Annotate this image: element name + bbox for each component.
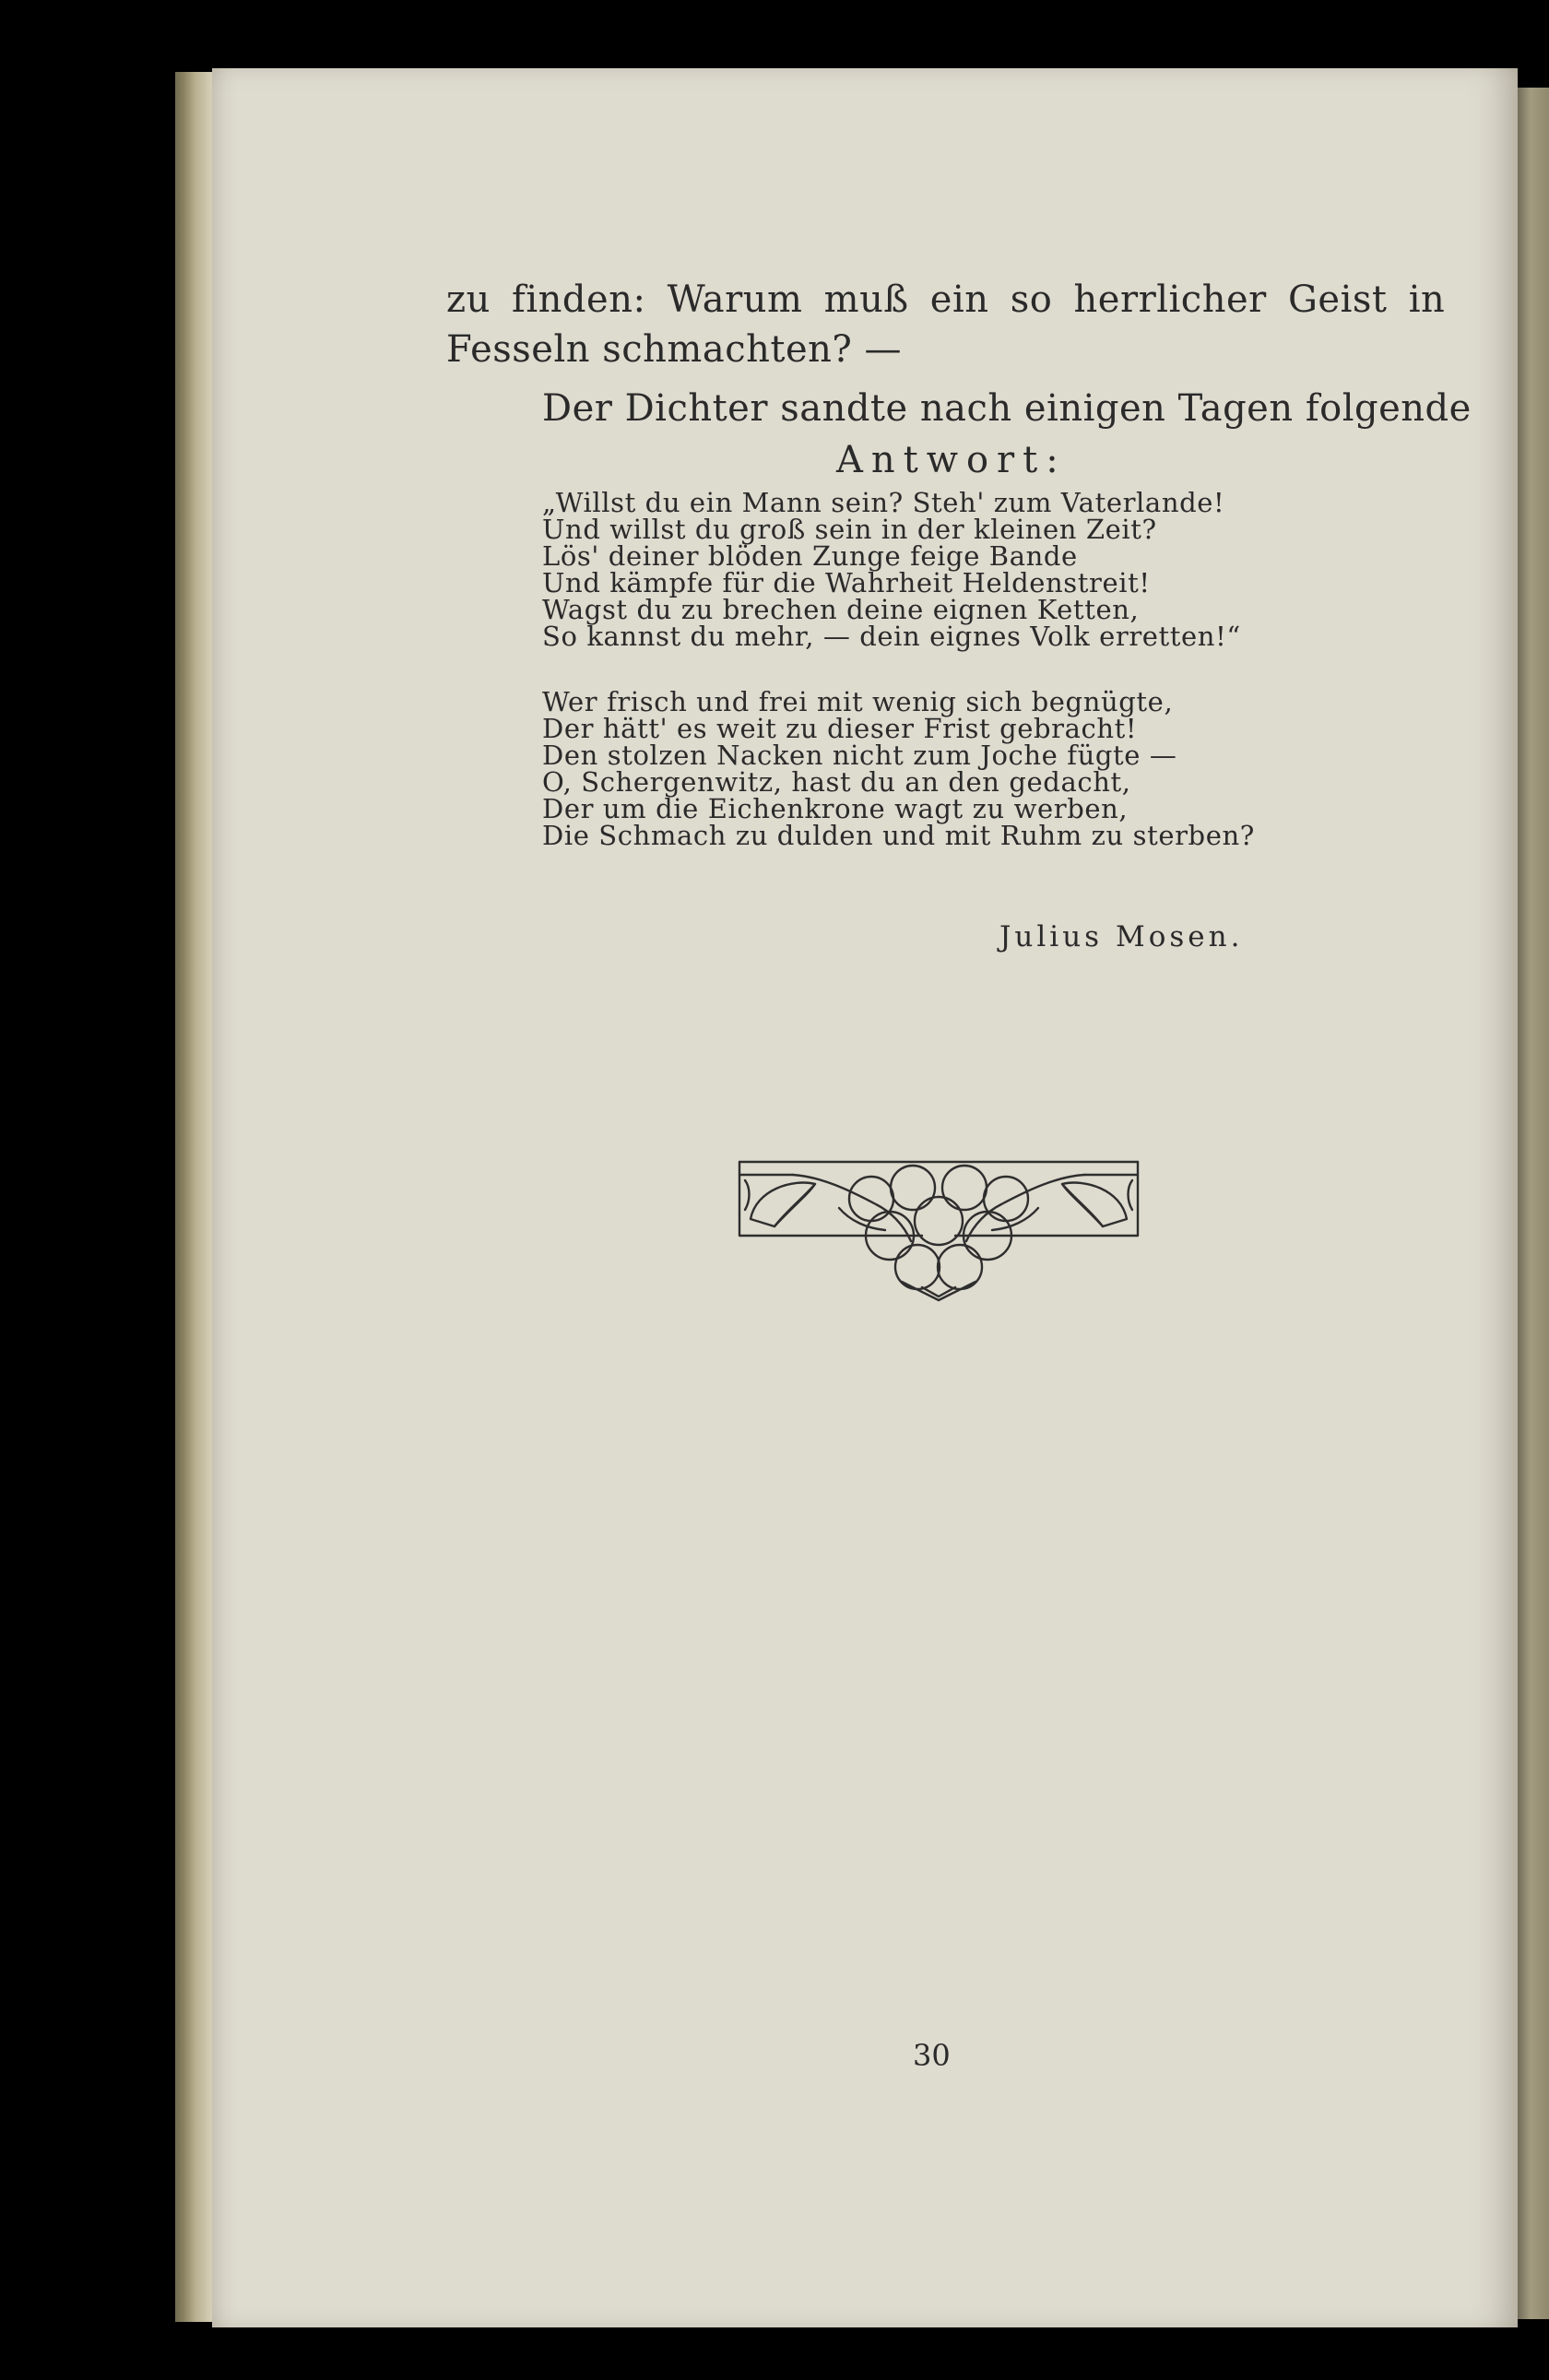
stanza-1-line-2: Und willst du groß sein in der kleinen Zeit? bbox=[542, 514, 1157, 545]
stanza-1-line-4: Und kämpfe für die Wahrheit Heldenstreit! bbox=[542, 567, 1151, 598]
stanza-1-line-5: Wagst du zu brechen deine eignen Ketten, bbox=[542, 594, 1140, 625]
stanza-2-line-5: Der um die Eichenkrone wagt zu werben, bbox=[542, 793, 1129, 824]
fruit-cluster-vignette-icon bbox=[738, 1153, 1140, 1304]
poem-author: Julius Mosen. bbox=[999, 920, 1244, 953]
prose-line-2: Fesseln schmachten? — bbox=[446, 328, 903, 371]
stanza-2-line-1: Wer frisch und frei mit wenig sich begnügte, bbox=[542, 686, 1174, 717]
poem-heading: Antwort: bbox=[836, 439, 1067, 481]
prose-line-1: zu finden: Warum muß ein so herrlicher Geist in bbox=[446, 278, 1446, 321]
stanza-2-line-2: Der hätt' es weit zu dieser Frist gebracht! bbox=[542, 713, 1138, 744]
stanza-1-line-6: So kannst du mehr, — dein eignes Volk erretten!“ bbox=[542, 621, 1241, 652]
stanza-2-line-4: O, Schergenwitz, hast du an den gedacht, bbox=[542, 766, 1131, 798]
stanza-2-line-3: Den stolzen Nacken nicht zum Joche fügte — bbox=[542, 740, 1177, 771]
stanza-1-line-1: „Willst du ein Mann sein? Steh' zum Vaterlande! bbox=[542, 487, 1225, 518]
facing-page-edge bbox=[1512, 88, 1549, 2319]
prose-line-3: Der Dichter sandte nach einigen Tagen folgende bbox=[542, 387, 1472, 430]
page-number: 30 bbox=[913, 2038, 951, 2073]
stanza-1-line-3: Lös' deiner blöden Zunge feige Bande bbox=[542, 540, 1078, 572]
stanza-2-line-6: Die Schmach zu dulden und mit Ruhm zu sterben? bbox=[542, 820, 1255, 851]
